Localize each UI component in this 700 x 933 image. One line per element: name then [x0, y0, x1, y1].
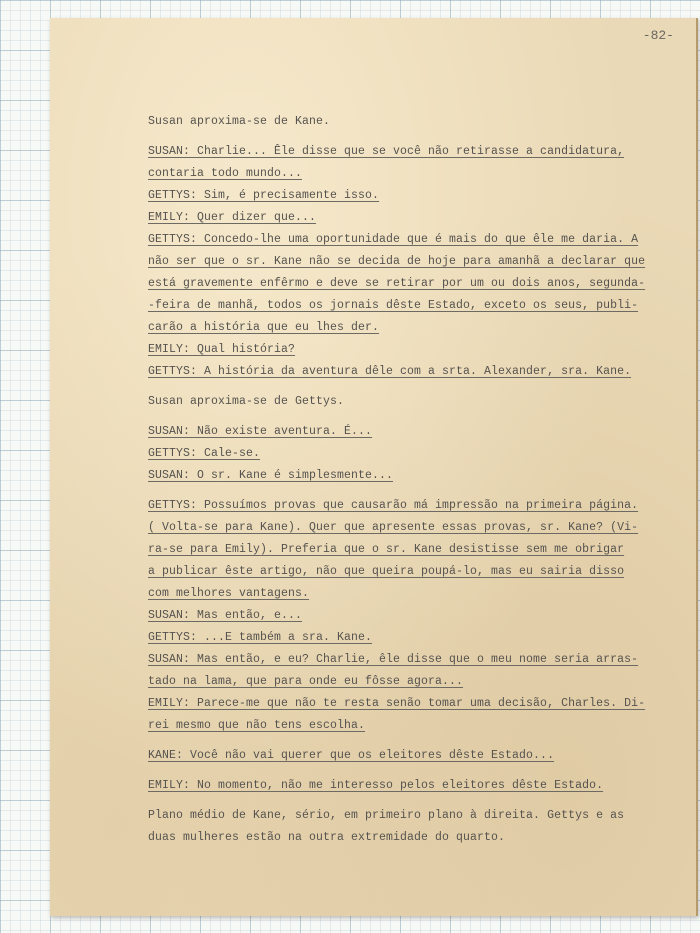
text-line: carão a história que eu lhes der. — [148, 321, 380, 334]
text-line: Susan aproxima-se de Gettys. — [148, 395, 345, 408]
text-line: não ser que o sr. Kane não se decida de hoje para amanhã a declarar que — [148, 255, 646, 268]
text-line: duas mulheres estão na outra extremidade do quarto. — [148, 831, 506, 844]
text-line: tado na lama, que para onde eu fôsse agora... — [148, 675, 464, 688]
text-line: ( Volta-se para Kane). Quer que apresente essas provas, sr. Kane? (Vi- — [148, 521, 639, 534]
text-line: SUSAN: Não existe aventura. É... — [148, 425, 373, 438]
text-line: GETTYS: Concedo-lhe uma oportunidade que é mais do que êle me daria. A — [148, 233, 639, 246]
text-line: com melhores vantagens. — [148, 587, 310, 600]
text-line: -feira de manhã, todos os jornais dêste Estado, exceto os seus, publi- — [148, 299, 639, 312]
text-line: Susan aproxima-se de Kane. — [148, 115, 331, 128]
text-line: GETTYS: Cale-se. — [148, 447, 261, 460]
text-line: EMILY: No momento, não me interesso pelos eleitores dêste Estado. — [148, 779, 604, 792]
text-line: está gravemente enfêrmo e deve se retirar por um ou dois anos, segunda- — [148, 277, 646, 290]
text-line: a publicar êste artigo, não que queira poupá-lo, mas eu sairia disso — [148, 565, 625, 578]
text-line: GETTYS: Possuímos provas que causarão má impressão na primeira página. — [148, 499, 639, 512]
text-line: EMILY: Quer dizer que... — [148, 211, 317, 224]
text-line: KANE: Você não vai querer que os eleitores dêste Estado... — [148, 749, 555, 762]
typewritten-page — [50, 18, 698, 916]
text-line: EMILY: Parece-me que não te resta senão tomar uma decisão, Charles. Di- — [148, 697, 646, 710]
line-gap — [148, 737, 700, 745]
text-line: SUSAN: Mas então, e eu? Charlie, êle disse que o meu nome seria arras- — [148, 653, 639, 666]
text-line: GETTYS: Sim, é precisamente isso. — [148, 189, 380, 202]
line-gap — [148, 797, 700, 805]
page-number: -82- — [642, 28, 674, 43]
text-line: GETTYS: A história da aventura dêle com a srta. Alexander, sra. Kane. — [148, 365, 632, 378]
text-line: contaria todo mundo... — [148, 167, 303, 180]
line-gap — [148, 133, 700, 141]
script-text — [148, 111, 700, 849]
text-line: SUSAN: Mas então, e... — [148, 609, 303, 622]
text-line: EMILY: Qual história? — [148, 343, 296, 356]
text-line: GETTYS: ...E também a sra. Kane. — [148, 631, 373, 644]
line-gap — [148, 487, 700, 495]
line-gap — [148, 383, 700, 391]
text-line: rei mesmo que não tens escolha. — [148, 719, 366, 732]
text-line: SUSAN: Charlie... Êle disse que se você não retirasse a candidatura, — [148, 145, 625, 158]
text-line: SUSAN: O sr. Kane é simplesmente... — [148, 469, 394, 482]
text-line: ra-se para Emily). Preferia que o sr. Kane desistisse sem me obrigar — [148, 543, 625, 556]
line-gap — [148, 413, 700, 421]
text-line: Plano médio de Kane, sério, em primeiro plano à direita. Gettys e as — [148, 809, 625, 822]
line-gap — [148, 767, 700, 775]
